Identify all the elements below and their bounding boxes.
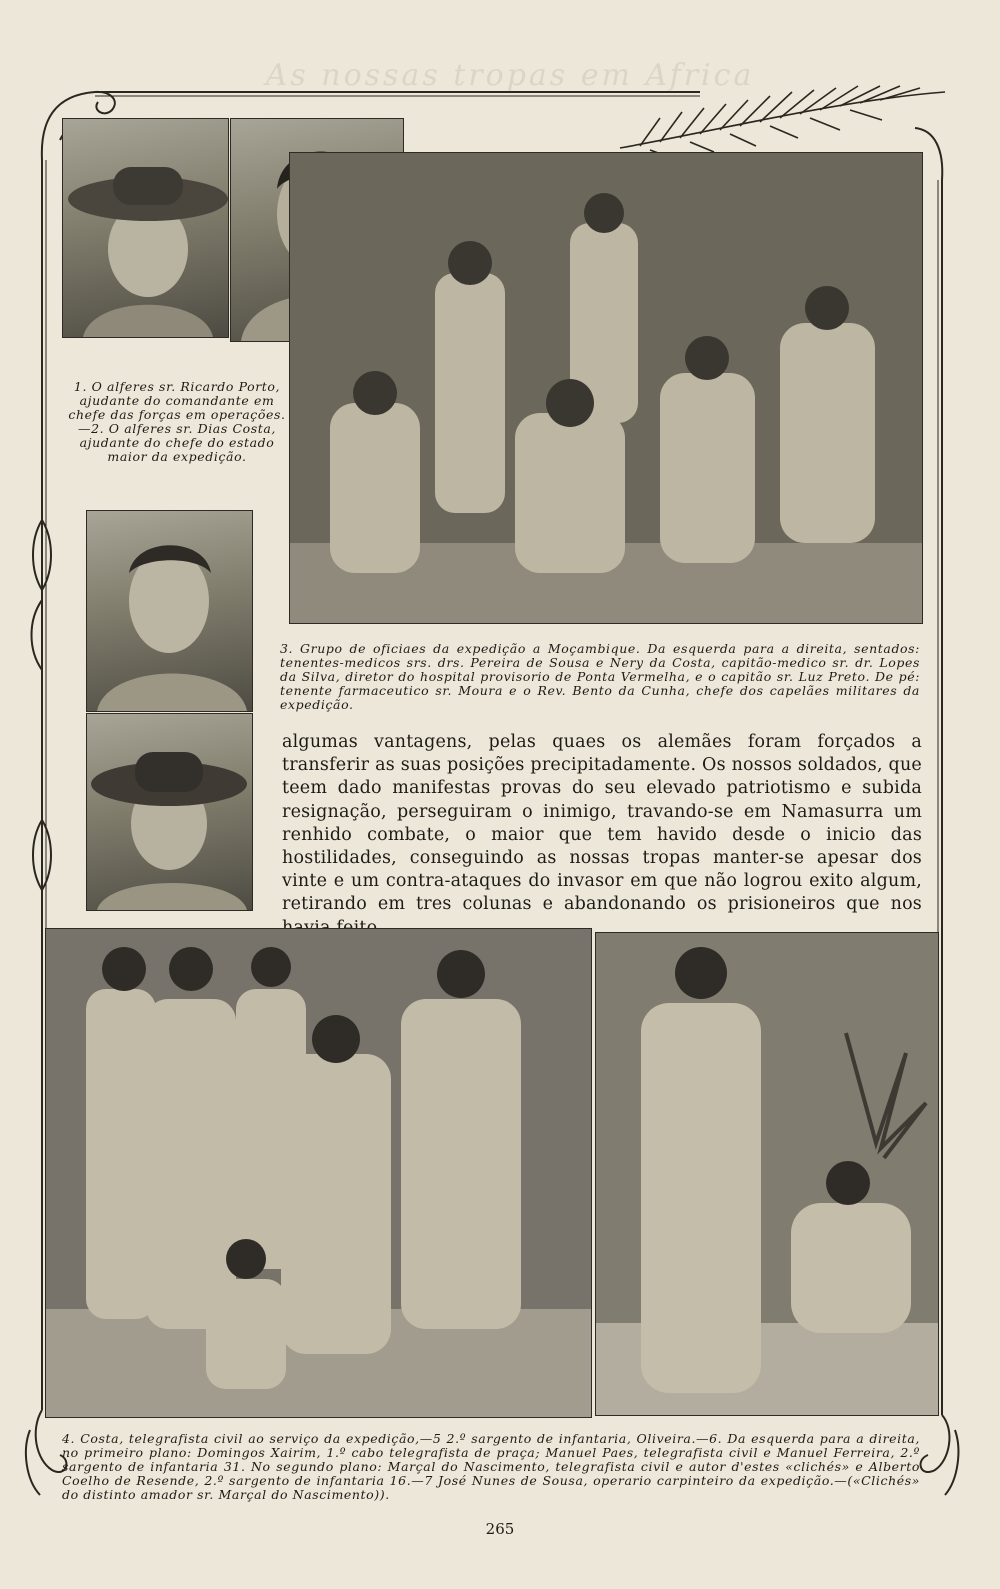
- header-ghost-text: As nossas tropas em Africa: [265, 58, 755, 93]
- caption-photos-1-2: 1. O alferes sr. Ricardo Porto, ajudante do comandante em chefe das forças em operações.—2. O alferes sr. Dias Costa, ajudante do chefe do estado maior da expedição.: [68, 379, 286, 464]
- caption-photos-4-7: 4. Costa, telegrafista civil ao serviço da expedição,—5 2.º sargento de infantaria, Oliveira.—6. Da esquerda para a direita, no primeiro plano: Domingos Xairim, 1.º cabo telegrafista de praça; Manuel Paes, telegrafista civil e Manuel Ferreira, 2.º sargento de infantaria 31. No segundo plano: Marçal do Nascimento, telegrafista civil e autor d'estes «clichés» e Alberto Coelho de Resende, 2.º sargento de infantaria 16.—7 José Nunes de Sousa, operario carpinteiro da expedição.—(«Clichés» do distinto amador sr. Marçal do Nascimento)).: [62, 1431, 920, 1502]
- photo-ricardo-porto: [62, 118, 229, 338]
- photo-oliveira: [86, 713, 253, 911]
- photo-jose-nunes: [595, 932, 939, 1416]
- photo-officers-group: [289, 152, 923, 624]
- caption-photo-3: 3. Grupo de oficiaes da expedição a Moçambique. Da esquerda para a direita, sentados: tenentes-medicos srs. drs. Pereira de Sousa e Nery da Costa, capitão-medico sr. dr. Lopes da Silva, diretor do hospital provisorio de Ponta Vermelha, e o capitão sr. Luz Preto. De pé: tenente farmaceutico sr. Moura e o Rev. Bento da Cunha, chefe dos capelães militares da expedição.: [280, 641, 920, 712]
- article-body-text: algumas vantagens, pelas quaes os alemães foram forçados a transferir as suas posições precipitadamente. Os nossos soldados, que teem dado manifestas provas do seu elevado patriotismo e subida resignação, perseguiram o inimigo, travando-se em Namasurra um renhido combate, o maior que tem havido desde o inicio das hostilidades, conseguindo as nossas tropas manter-se apesar dos vinte e um contra-ataques do invasor em que não logrou exito algum, retirando em tres colunas e abandonando os prisioneiros que nos: [282, 732, 922, 915]
- photo-telegraph-group: [45, 928, 592, 1418]
- photo-costa: [86, 510, 253, 712]
- page-number: 265: [485, 1520, 515, 1538]
